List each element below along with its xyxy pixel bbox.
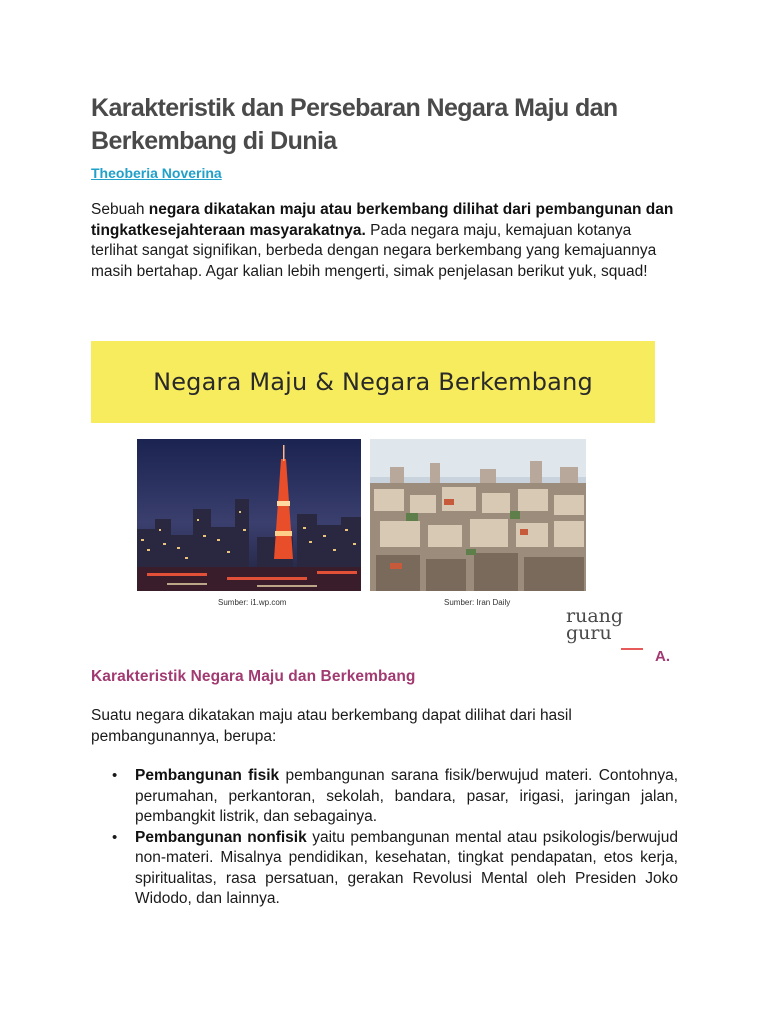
ruangguru-logo [566, 605, 646, 644]
city-day-rooftops-image [370, 439, 586, 591]
list-item-bold: Pembangunan fisik [135, 767, 280, 784]
development-list [91, 766, 678, 910]
list-item [91, 828, 678, 910]
logo-line-2: guru [566, 622, 612, 644]
author-link[interactable]: Theoberia Noverina [91, 165, 222, 181]
article-title: Karakteristik dan Persebaran Negara Maju dan Berkembang di Dunia [91, 94, 618, 155]
list-item-text: yaitu pembangunan mental atau psikologis/berwujud non-materi. Misalnya pendidikan, kesehatan, tingkat pendapatan, etos kerja, spiritualitas, rasa persatuan, gerakan Revolusi Mental oleh Presiden Joko Widodo, dan lainnya. [135, 828, 678, 907]
intro-bold: negara dikatakan maju atau berkembang dilihat dari pembangunan dan tingkatkesejahteraan masyarakatnya. [91, 201, 674, 239]
intro-rest: Pada negara maju, kemajuan kotanya terlihat sangat signifikan, berbeda dengan negara berkembang yang kemajuannya masih bertahap. Agar kalian lebih mengerti, simak penjelasan berikut yuk, squad! [91, 221, 657, 280]
section-heading: Karakteristik Negara Maju dan Berkembang [91, 668, 416, 685]
section-paragraph: Suatu negara dikatakan maju atau berkembang dapat dilihat dari hasil pembangunannya, berupa: [91, 707, 572, 745]
list-item-bold: Pembangunan nonfisik [135, 828, 307, 846]
section-marker: A. [655, 648, 670, 665]
city-night-skyline-image [137, 439, 361, 591]
bullet-icon: • [112, 828, 118, 846]
intro-lead: Sebuah [91, 201, 149, 218]
logo-underline [621, 648, 643, 650]
banner-title: Negara Maju & Negara Berkembang [153, 368, 593, 396]
left-photo-caption: Sumber: i1.wp.com [218, 598, 287, 607]
list-item [91, 766, 678, 828]
right-photo-caption: Sumber: Iran Daily [444, 598, 511, 607]
intro-paragraph [91, 200, 681, 282]
logo-line-1: ruang [566, 605, 624, 627]
infographic-banner [91, 341, 655, 423]
bullet-icon: • [112, 767, 118, 784]
list-item-text: pembangunan sarana fisik/berwujud materi. Contohnya, perumahan, perkantoran, sekolah, bandara, pasar, irigasi, jaringan jalan, pembangkit listrik, dan sebagainya. [135, 767, 678, 825]
